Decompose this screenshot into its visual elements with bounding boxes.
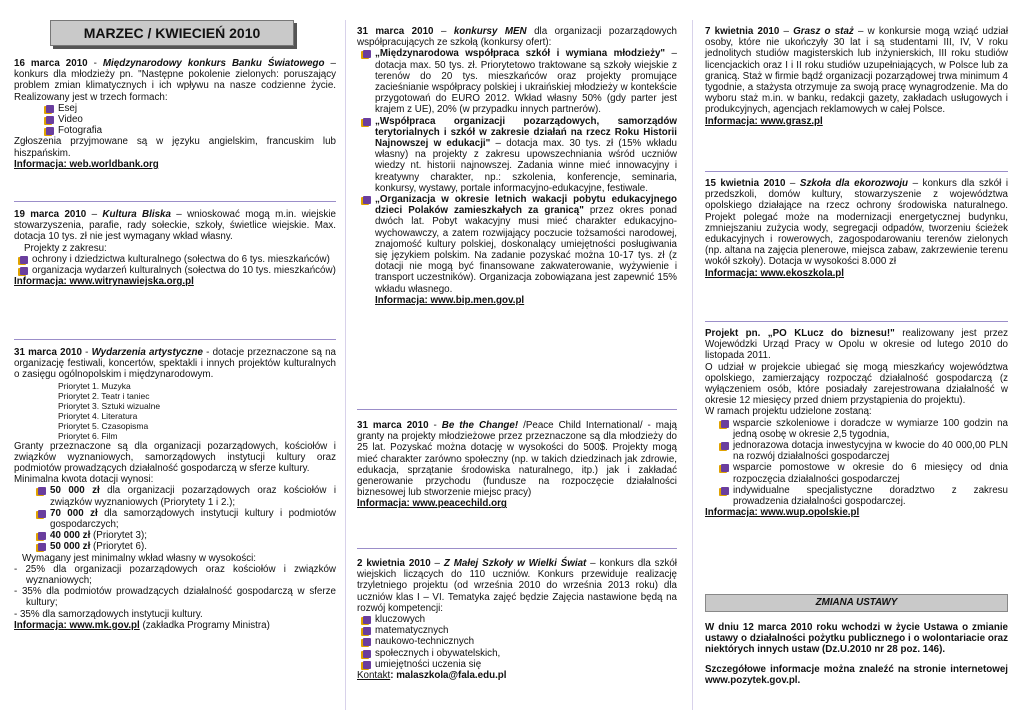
priority-item: Priorytet 2. Teatr i taniec bbox=[58, 390, 150, 401]
mala-szkola-text: – konkurs dla szkół wiejskich liczących do 110 uczniów. Konkurs przewiduje realizację trzyletniego projektu (od września 2010 do września 2013 roku) dla uczniów klas I – VI. Tematyka zajęć będzie Zajęcia nastawione będą na rozwój kompetencji: bbox=[357, 558, 677, 614]
item-text: przez okres ponad dwóch lat. Pobyt wakacyjny musi mieć charakter edukacyjno-wychowawczy, a zatem rozwijający poczucie tożsamości narodowej, znajomość kultury polskiej, doskonalący umiejętności posługiwania się językiem polskim. Na zadanie pozyskać można 10-17 tys. zł (z dotacji nie mogą być finansowane zakwaterowanie, wyżywienie i transport uczestników). Organizacja zobowiązana jest zapewnić 15% wkładu własnego. bbox=[375, 205, 677, 295]
list-item: Video bbox=[40, 114, 336, 125]
section-world-bank bbox=[14, 58, 336, 170]
po-klucz-p2: O udział w projekcie ubiegać się mogą mieszkańcy województwa opolskiego, zamierzający rozpocząć działalność gospodarczą (z wyłączeniem osób, które posiadały zarejestrowana działalność w okresie 12 miesięcy przed dniem przystąpienia do projektu). bbox=[705, 361, 1008, 407]
mala-szkola-intro: 2 kwietnia 2010 – Z Małej Szkoły w Wielki Świat – konkurs dla szkół wiejskich liczących do 110 uczniów. Konkurs przewiduje realizację trzyletniego projektu (od września 2010 do września 2013 roku) dla uczniów klas I – VI. Tematyka zajęć będzie Zajęcia nastawione będą na rozwój kompetencji: bbox=[357, 558, 677, 614]
kultura-bliska-title: Kultura Bliska bbox=[102, 209, 171, 220]
world-bank-intro: 16 marca 2010 - Międzynarodowy konkurs Banku Światowego – konkurs dla młodzieży pn. "Następne pokolenie zielonych: poruszający problem zmian klimatycznych i ich wpływu na nasze codzienne życie. Realizowany jest w trzech formach: bbox=[14, 58, 336, 103]
skills-list bbox=[357, 614, 677, 670]
zmiana-ustawy-heading: ZMIANA USTAWY bbox=[705, 594, 1008, 612]
po-klucz-support-label: W ramach projektu udzielone zostaną: bbox=[705, 406, 872, 418]
world-bank-link[interactable]: Informacja: web.worldbank.org bbox=[14, 158, 159, 170]
po-klucz-title: „PO KLucz do biznesu!" bbox=[767, 328, 895, 339]
zmiana-ustawy-more: Szczegółowe informacje można znaleźć na stronie internetowej www.pozytek.gov.pl. bbox=[705, 663, 1008, 686]
list-item: ochrony i dziedzictwa kulturalnego (sołectwa do 6 tys. mieszkańców) bbox=[14, 254, 336, 265]
own-item: - 35% dla samorządowych instytucji kultury. bbox=[14, 608, 203, 620]
section-kultura-bliska bbox=[14, 209, 336, 287]
men-list bbox=[357, 48, 677, 294]
amount: 70 000 zł bbox=[50, 507, 98, 519]
contact-email[interactable]: : malaszkola@fala.edu.pl bbox=[390, 670, 507, 682]
priority-item: Priorytet 5. Czasopisma bbox=[58, 420, 149, 431]
wydarzenia-intro: 31 marca 2010 - Wydarzenia artystyczne - dotacje przeznaczone są na organizację festiwali, koncertów, spektakli i innych projektów kulturalnych o zasięgu ogólnopolskim i międzynarodowym. bbox=[14, 347, 336, 381]
wydarzenia-link-note: (zakładka Programy Ministra) bbox=[139, 619, 270, 631]
item-text: – dotacja max. 30 tys. zł (15% wkładu własny) na projekty z zakresu upowszechniania wśród uczniów wiedzy nt. historii najnowszej. Zadania winne mieć innowacyjny i kreatywny charakter, np.: szkolenia, konferencje, seminaria, konkursy, wystawy, portale informacyjno-edukacyjne, festiwale. bbox=[375, 138, 677, 194]
wydarzenia-text: - dotacje przeznaczone są na organizację festiwali, koncertów, spektakli i innych projektów kulturalnych o zasięgu ogólnopolskim i międzynarodowym. bbox=[14, 347, 336, 381]
section-zmiana-ustawy bbox=[705, 622, 1008, 686]
btc-text: /Peace Child International/ - mają granty na projekty młodzieżowe przez przeznaczone są dla młodzieży do 25 lat. Pozyskać można dotację w wysokości do 500$. Projekty mogą mieć charakter zarówno społeczny (np. w takich dziedzinach jak zdrowie, edukacja, sprzątanie środowiska naturalnego, itp.) jak i zakładać generowanie przychodu (fundusze na rozpoczęcie działalności biznesowej lub stworzenie miejsc pracy) bbox=[357, 420, 678, 499]
po-klucz-label: Projekt pn. bbox=[705, 328, 768, 339]
wydarzenia-grants: Granty przeznaczone są dla organizacji pozarządowych, kościołów i związków wyznaniowych, samorządowych instytucji kultury oraz podmiotów prowadzących działalność gospodarczą w sferze kultury. bbox=[14, 440, 336, 475]
kultura-bliska-tasks-label: Projekty z zakresu: bbox=[24, 242, 107, 254]
page-title: MARZEC / KWIECIEŃ 2010 bbox=[50, 20, 294, 46]
amount-text: (Priorytet 6). bbox=[90, 541, 147, 553]
po-klucz-link[interactable]: Informacja: www.wup.opolskie.pl bbox=[705, 507, 860, 519]
own-item: - 35% dla podmiotów prowadzących działalność gospodarczą w sferze kultury; bbox=[14, 586, 336, 609]
grasz-intro: 7 kwietnia 2010 – Grasz o staż – w konkursie mogą wziąć udział osoby, które nie ukończyły 30 lat i są studentami III, IV, V roku jednolitych studiów magisterskich lub inżynierskich, III roku studiów licencjackich oraz I i II roku studiów uzupełniających, w Polsce lub za granicą. Staż w firmie bądź organizacji pozarządowej trwa minimum 4 tygodnie, a stażysta otrzymuje za swoją pracę wynagrodzenie. Ma do wyboru staż m.in. w banku, redakcji gazety, zakładach usługowych i produkcyjnych, agencjach reklamowych w całej Polsce. bbox=[705, 26, 1009, 116]
priority-item: Priorytet 1. Muzyka bbox=[58, 380, 131, 391]
po-klucz-intro bbox=[705, 328, 1008, 362]
btc-date: 31 marca 2010 bbox=[357, 420, 429, 431]
grasz-title: Grasz o staż bbox=[793, 26, 854, 37]
list-item bbox=[32, 541, 336, 552]
list-item: Fotografia bbox=[40, 125, 336, 136]
section-grasz-o-staz bbox=[705, 26, 1008, 127]
divider bbox=[357, 409, 677, 410]
section-wydarzenia bbox=[14, 347, 336, 631]
item-title: „Międzynarodowa współpraca szkół i wymiana młodzieży" bbox=[375, 48, 666, 60]
wydarzenia-info bbox=[14, 620, 336, 631]
grasz-date: 7 kwietnia 2010 bbox=[705, 26, 780, 37]
item-title: „Współpraca organizacji pozarządowych, samorządów terytorialnych i szkół w zakresie działań na rzecz Roku Historii Najnowszej w edukacji" bbox=[375, 115, 677, 150]
world-bank-date: 16 marca 2010 bbox=[14, 58, 88, 69]
contact-label: Kontakt bbox=[357, 670, 391, 682]
section-be-the-change bbox=[357, 420, 677, 510]
men-intro: 31 marca 2010 – konkursy MEN dla organizacji pozarządowych współpracujących ze szkołą (konkursy ofert): bbox=[357, 26, 677, 49]
list-item: Esej bbox=[40, 103, 336, 114]
list-item: organizacja wydarzeń kulturalnych (sołectwa do 10 tys. mieszkańców) bbox=[14, 265, 336, 276]
section-mala-szkola bbox=[357, 558, 677, 681]
list-item: indywidualne specjalistyczne doradztwo z zakresu prowadzenia działalności gospodarczej. bbox=[715, 485, 1008, 507]
zmiana-ustawy-text: W dniu 12 marca 2010 roku wchodzi w życie Ustawa o zmianie ustawy o działalności pożytku publicznego i o wolontariacie oraz niektórych innych ustaw (Dz.U.2010 nr 28 poz. 146). bbox=[705, 622, 1008, 656]
priority-item: Priorytet 3. Sztuki wizualne bbox=[58, 400, 161, 411]
world-bank-title: Międzynarodowy konkurs Banku Światowego bbox=[102, 58, 325, 69]
kultura-bliska-link[interactable]: Informacja: www.witrynawiejska.org.pl bbox=[14, 276, 194, 288]
grasz-text: – w konkursie mogą wziąć udział osoby, które nie ukończyły 30 lat i są studentami III, IV, V roku jednolitych studiów magisterskich lub inżynierskich, III roku studiów licencjackich oraz I i II roku studiów uzupełniających, w Polsce lub za granicą. Staż w firmie bądź organizacji pozarządowej trwa minimum 4 tygodnie, a stażysta otrzymuje za swoją pracę wynagrodzenie. Ma do wyboru staż m.in. w banku, redakcji gazety, zakładach usługowych i produkcyjnych, agencjach reklamowych w całej Polsce. bbox=[705, 26, 1009, 116]
po-klucz-text: realizowany jest przez Wojewódzki Urząd Pracy w Opolu w okresie od lutego 2010 do listopada 2011. bbox=[705, 328, 1008, 362]
item-text: – dotacja max. 50 tys. zł. Priorytetowo traktowane są szkoły wiejskie z terenów do 20 tys. mieszkańców oraz projekty promujące zacieśnianie współpracy polskiej i ukraińskiej młodzieży w kontekście przygotowań do EURO 2012. Wkład własny 50% (gdy parter jest krajem z UE), 20% (w przypadku innych partnerów). bbox=[375, 48, 677, 116]
divider bbox=[14, 201, 336, 202]
amount-text: (Priorytet 3); bbox=[90, 530, 147, 542]
eko-title: Szkoła dla ekorozwoju bbox=[799, 178, 909, 189]
amount: 50 000 zł bbox=[50, 485, 100, 497]
divider bbox=[705, 171, 1008, 172]
list-item bbox=[32, 530, 336, 541]
kultura-bliska-tasks bbox=[14, 254, 336, 276]
kultura-bliska-intro: 19 marca 2010 – Kultura Bliska – wnioskować mogą m.in. wiejskie stowarzyszenia, parafie, rady sołeckie, szkoły, świetlice wiejskie. Max. dotacja 10 tys. zł nie jest wymagany wkład własny. bbox=[14, 209, 336, 243]
wydarzenia-title: Wydarzenia artystyczne bbox=[91, 347, 203, 358]
list-item: matematycznych bbox=[357, 625, 677, 636]
divider bbox=[357, 548, 677, 549]
list-item bbox=[357, 48, 677, 115]
kultura-bliska-text: – wnioskować mogą m.in. wiejskie stowarzyszenia, parafie, rady sołeckie, szkoły, świetlice wiejskie. Max. dotacja 10 tys. zł nie jest wymagany wkład własny. bbox=[14, 209, 336, 243]
list-item: wsparcie pomostowe w okresie do 6 miesięcy od dnia rozpoczęcia działalności gospodarczej bbox=[715, 462, 1008, 484]
kultura-bliska-date: 19 marca 2010 bbox=[14, 209, 87, 220]
list-item: społecznych i obywatelskich, bbox=[357, 648, 677, 659]
divider bbox=[14, 339, 336, 340]
men-date: 31 marca 2010 bbox=[357, 26, 434, 37]
amount: 50 000 zł bbox=[50, 541, 91, 553]
list-item: kluczowych bbox=[357, 614, 677, 625]
wydarzenia-own-label: Wymagany jest minimalny wkład własny w wysokości: bbox=[22, 552, 257, 564]
world-bank-forms bbox=[14, 103, 336, 137]
amount-text: dla samorządowych instytucji kultury i podmiotów gospodarczych; bbox=[50, 507, 336, 531]
mala-szkola-title: Z Małej Szkoły w Wielki Świat bbox=[443, 558, 587, 569]
eko-text: – konkurs dla szkół i przedszkoli, domów kultury, stowarzyszenie z województwa opolskiego działające na rzecz ochrony środowiska naturalnego. Projekt polegać może na modernizacji energetycznej budynku, zmniejszaniu zużycia wody, segregacji odpadów, tworzeniu ścieżek edukacyjnych i rowerowych, zagospodarowaniu terenów zielonych (np. altana na zajęcia plenerowe, miejsca zabaw, zakrzewienie terenu wokół szkoły). Dotacja w wysokości 8.000 zł bbox=[705, 178, 1008, 268]
priority-item: Priorytet 6. Film bbox=[58, 430, 118, 441]
eko-intro: 15 kwietnia 2010 – Szkoła dla ekorozwoju – konkurs dla szkół i przedszkoli, domów kultury, stowarzyszenie z województwa opolskiego działające na rzecz ochrony środowiska naturalnego. Projekt polegać może na modernizacji energetycznej budynku, zmniejszaniu zużycia wody, segregacji odpadów, tworzeniu ścieżek edukacyjnych i rowerowych, zagospodarowaniu terenów zielonych (np. altana na zajęcia plenerowe, miejsca zabaw, zakrzewienie terenu wokół szkoły). Dotacja w wysokości 8.000 zł bbox=[705, 178, 1008, 268]
grasz-link[interactable]: Informacja: www.grasz.pl bbox=[705, 115, 823, 127]
divider bbox=[705, 321, 1008, 322]
eko-link[interactable]: Informacja: www.ekoszkola.pl bbox=[705, 267, 845, 279]
item-title: „Organizacja w okresie letnich wakacji pobytu edukacyjnego dzieci Polaków zamieszkałych za granicą" bbox=[375, 194, 677, 217]
priority-item: Priorytet 4. Literatura bbox=[58, 410, 138, 421]
own-item: - 25% dla organizacji pozarządowych oraz kościołów i związków wyznaniowych; bbox=[14, 563, 336, 587]
section-po-klucz bbox=[705, 328, 1008, 518]
men-title: konkursy MEN bbox=[453, 26, 527, 37]
support-list bbox=[705, 418, 1008, 508]
list-item: wsparcie szkoleniowe i doradcze w wymiarze 100 godzin na jedną osobę w okresie 2,5 tygodnia, bbox=[715, 418, 1008, 440]
list-item bbox=[357, 116, 677, 194]
mala-szkola-contact bbox=[357, 670, 677, 681]
btc-intro: 31 marca 2010 - Be the Change! /Peace Child International/ - mają granty na projekty młodzieżowe przez przeznaczone są dla młodzieży do 25 lat. Pozyskać można dotację w wysokości do 500$. Projekty mogą mieć charakter zarówno społeczny (np. w takich dziedzinach jak zdrowie, edukacja, sprzątanie środowiska naturalnego, itp.) jak i zakładać generowanie przychodu (fundusze na rozpoczęcie działalności biznesowej lub stworzenie miejsc pracy) bbox=[357, 420, 678, 499]
wydarzenia-link[interactable]: Informacja: www.mk.gov.pl bbox=[14, 619, 140, 631]
men-text: dla organizacji pozarządowych współpracujących ze szkołą (konkursy ofert): bbox=[357, 26, 677, 49]
men-link[interactable]: Informacja: www.bip.men.gov.pl bbox=[375, 294, 525, 306]
wydarzenia-min-list bbox=[14, 485, 336, 552]
mala-szkola-date: 2 kwietnia 2010 bbox=[357, 558, 431, 569]
wydarzenia-min-label: Minimalna kwota dotacji wynosi: bbox=[14, 474, 154, 486]
btc-title: Be the Change! bbox=[441, 420, 519, 431]
list-item bbox=[32, 485, 336, 507]
column-divider bbox=[692, 20, 693, 710]
amount-text: dla organizacji pozarządowych oraz kościołów i związków wyznaniowych (Priorytety 1 i 2.); bbox=[50, 485, 336, 508]
list-item: umiejętności uczenia się bbox=[357, 659, 677, 670]
section-men bbox=[357, 26, 677, 306]
amount: 40 000 zł bbox=[50, 530, 91, 542]
column-divider bbox=[345, 20, 346, 710]
world-bank-notes: Zgłoszenia przyjmowane są w języku angielskim, francuskim lub hiszpańskim. bbox=[14, 136, 336, 159]
btc-link[interactable]: Informacja: www.peacechild.org bbox=[357, 498, 507, 510]
wydarzenia-date: 31 marca 2010 bbox=[14, 347, 82, 358]
list-item bbox=[32, 508, 336, 530]
world-bank-text: – konkurs dla młodzieży pn. "Następne pokolenie zielonych: poruszający problem zmian klimatycznych i ich wpływu na nasze codzienne życie. Realizowany jest w trzech formach: bbox=[14, 58, 336, 103]
eko-date: 15 kwietnia 2010 bbox=[705, 178, 786, 189]
list-item: jednorazowa dotacja inwestycyjna w kwocie do 40 000,00 PLN na rozwój działalności gospodarczej bbox=[715, 440, 1008, 462]
list-item bbox=[357, 194, 677, 295]
section-ekorozwoj bbox=[705, 178, 1008, 279]
list-item: naukowo-technicznych bbox=[357, 636, 677, 647]
